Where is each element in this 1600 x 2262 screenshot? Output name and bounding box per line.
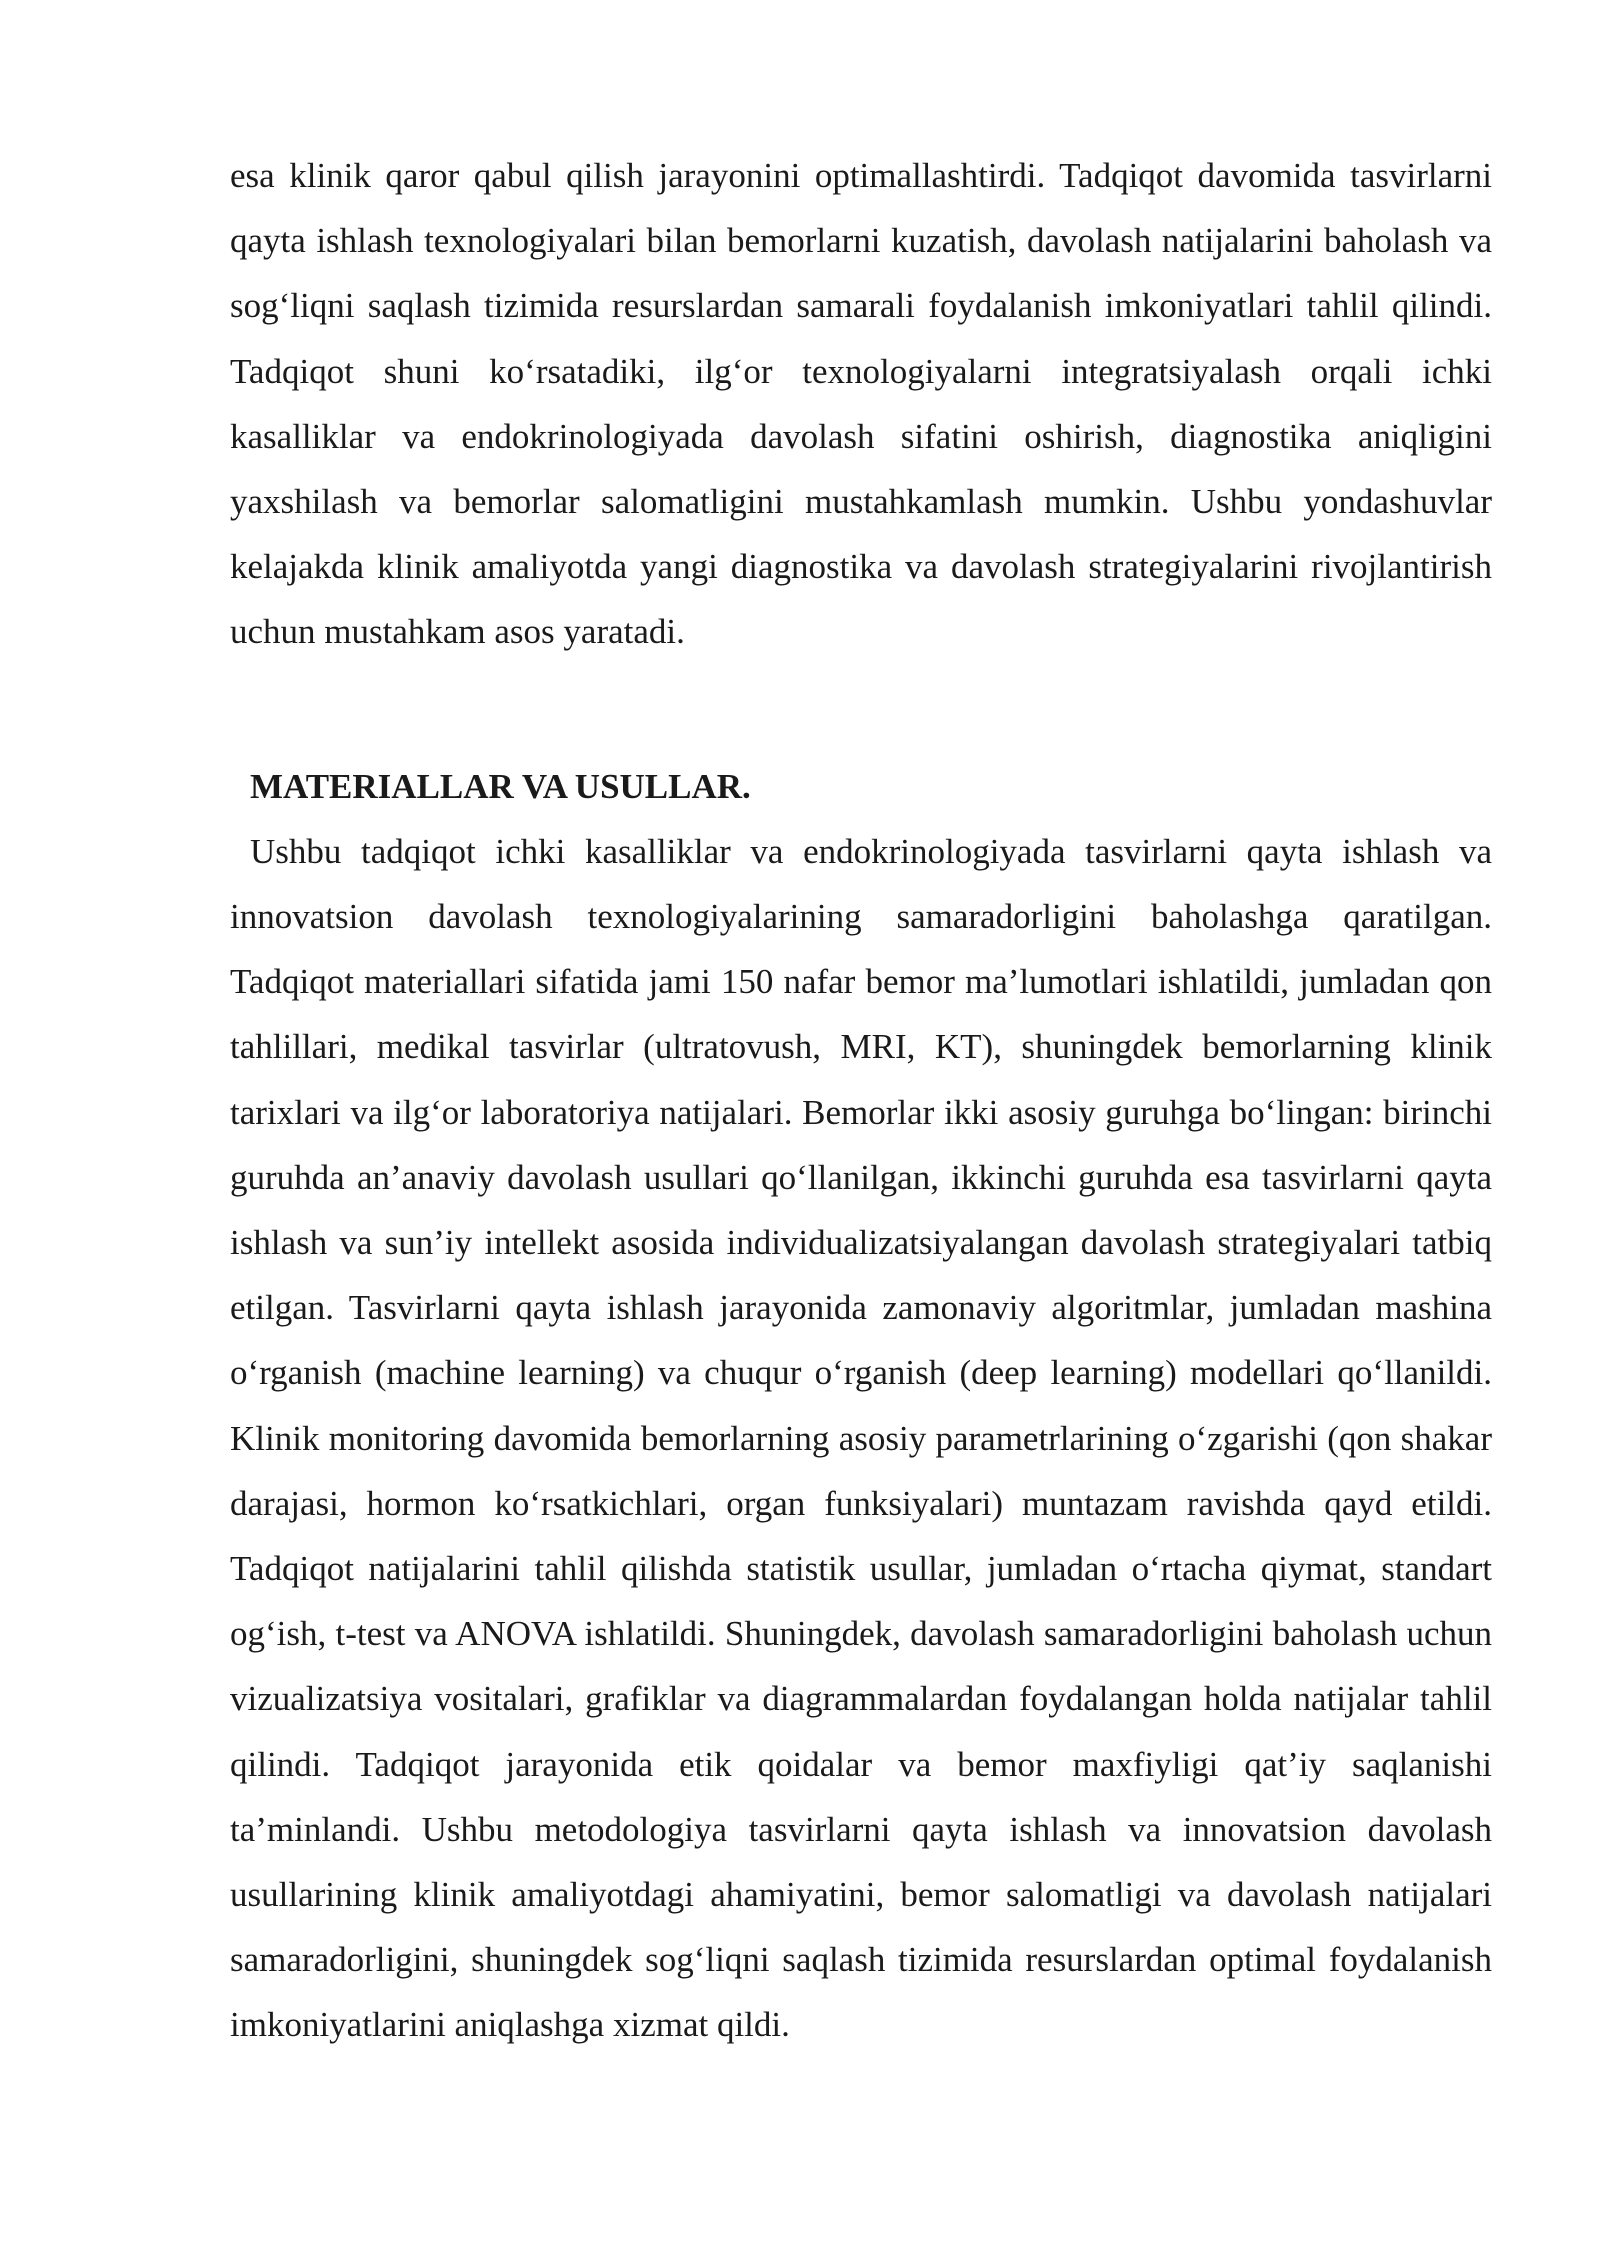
section-heading: MATERIALLAR VA USULLAR. [250, 766, 751, 806]
document-body [230, 143, 1492, 2058]
methods-paragraph: Ushbu tadqiqot ichki kasalliklar va endokrinologiyada tasvirlarni qayta ishlash va innovatsion davolash texnologiyalarining samaradorligini baholashga qaratilgan. Tadqiqot materiallari sifatida jami 150 nafar bemor ma’lumotlari ishlatildi, jumladan qon tahlillari, medikal tasvirlar (ultratovush, MRI, KT), shuningdek bemorlarning klinik tarixlari va ilg‘or laboratoriya natijalari. Bemorlar ikki asosiy guruhga bo‘lingan: birinchi guruhda an’anaviy davolash usullari qo‘llanilgan, ikkinchi guruhda esa tasvirlarni qayta ishlash va sun’iy intellekt asosida individualizatsiyalangan davolash strategiyalari tatbiq etilgan. Tasvirlarni qayta ishlash jarayonida zamonaviy algoritmlar, jumladan mashina o‘rganish (machine learning) va chuqur o‘rganish (deep learning) modellari qo‘llanildi. Klinik monitoring davomida bemorlarning asosiy parametrlarining o‘zgarishi (qon shakar darajasi, hormon ko‘rsatkichlari, organ funksiyalari) muntazam ravishda qayd etildi. Tadqiqot natijalarini tahlil qilishda statistik usullar, jumladan o‘rtacha qiymat, standart og‘ish, t-test va ANOVA ishlatildi. Shuningdek, davolash samaradorligini baholash uchun vizualizatsiya vositalari, grafiklar va diagrammalardan foydalangan holda natijalar tahlil qilindi. Tadqiqot jarayonida etik qoidalar va bemor maxfiyligi qat’iy saqlanishi ta’minlandi. Ushbu metodologiya tasvirlarni qayta ishlash va innovatsion davolash usullarining klinik amaliyotdagi ahamiyatini, bemor salomatligi va davolash natijalari samaradorligini, shuningdek sog‘liqni saqlash tizimida resurslardan optimal foydalanish imkoniyatlarini aniqlashga xizmat qildi. [230, 831, 1492, 2045]
intro-paragraph: esa klinik qaror qabul qilish jarayonini optimallashtirdi. Tadqiqot davomida tasvirlarni qayta ishlash texnologiyalari bilan bemorlarni kuzatish, davolash natijalarini baholash va sog‘liqni saqlash tizimida resurslardan samarali foydalanish imkoniyatlari tahlil qilindi. Tadqiqot shuni ko‘rsatadiki, ilg‘or texnologiyalarni integratsiyalash orqali ichki kasalliklar va endokrinologiyada davolash sifatini oshirish, diagnostika aniqligini yaxshilash va bemorlar salomatligini mustahkamlash mumkin. Ushbu yondashuvlar kelajakda klinik amaliyotda yangi diagnostika va davolash strategiyalarini rivojlantirish uchun mustahkam asos yaratadi. [230, 156, 1492, 652]
